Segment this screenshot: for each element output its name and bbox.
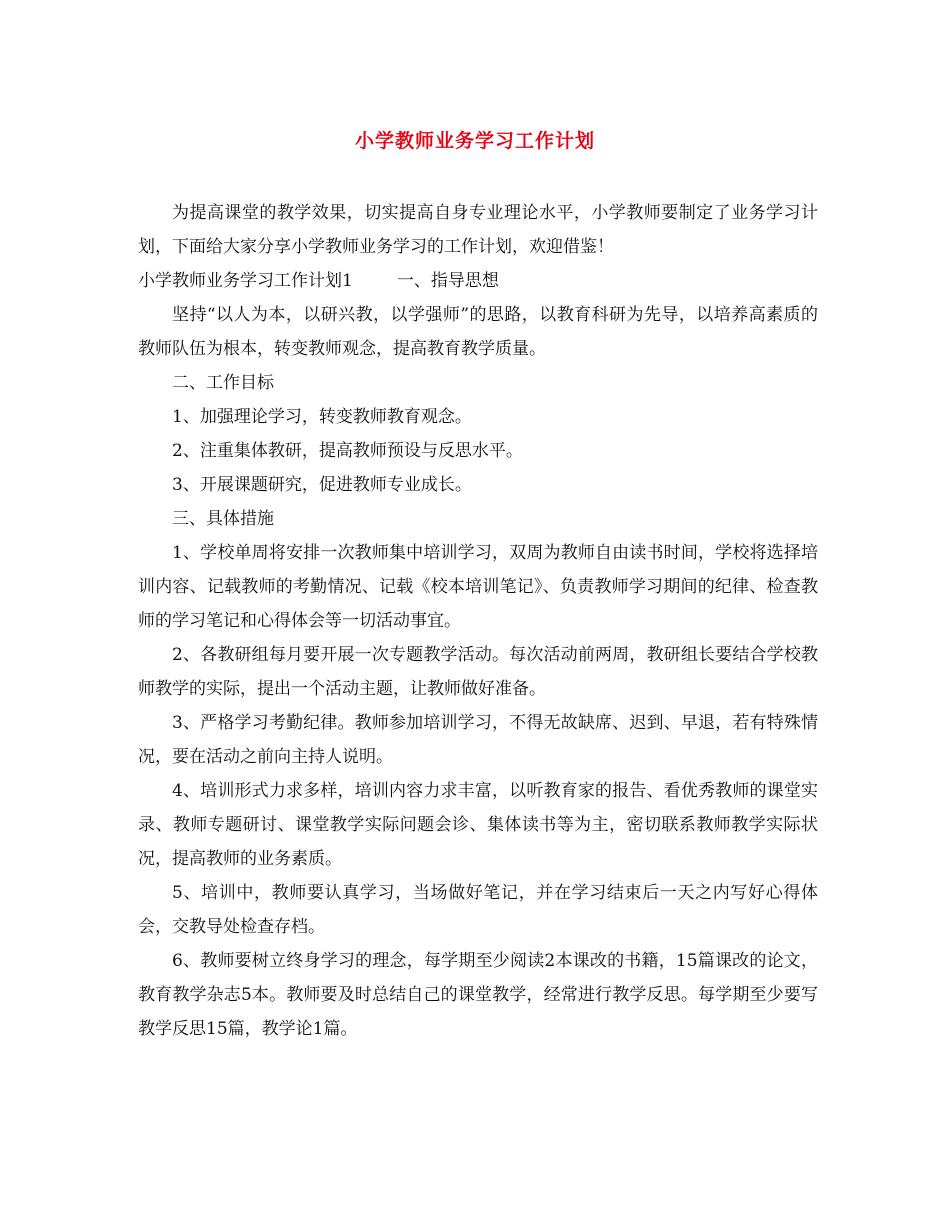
intro-paragraph: 为提高课堂的教学效果，切实提高自身专业理论水平，小学教师要制定了业务学习计划，下面给大家分享小学教师业务学习的工作计划，欢迎借鉴！ <box>138 203 818 257</box>
document-body <box>138 196 818 1046</box>
document-title: 小学教师业务学习工作计划 <box>354 130 595 152</box>
measure-item-1: 1、学校单周将安排一次教师集中培训学习，双周为教师自由读书时间，学校将选择培训内容、记载教师的考勤情况、记载《校本培训笔记》、负责教师学习期间的纪律、检查教师的学习笔记和心得体会等一切活动事宜。 <box>138 543 818 631</box>
goal-item-1: 1、加强理论学习，转变教师教育观念。 <box>172 407 472 427</box>
goal-item-3: 3、开展课题研究，促进教师专业成长。 <box>172 475 472 495</box>
section2-heading: 二、工作目标 <box>172 373 274 393</box>
plan-label-line <box>138 264 818 298</box>
goal-item-2: 2、注重集体教研，提高教师预设与反思水平。 <box>172 441 523 461</box>
section1-paragraph: 坚持“以人为本，以研兴教，以学强师”的思路，以教育科研为先导，以培养高素质的教师队伍为根本，转变教师观念，提高教育教学质量。 <box>138 305 818 359</box>
measure-item-2: 2、各教研组每月要开展一次专题教学活动。每次活动前两周，教研组长要结合学校教师教学的实际，提出一个活动主题，让教师做好准备。 <box>138 645 818 699</box>
measure-item-4: 4、培训形式力求多样，培训内容力求丰富，以听教育家的报告、看优秀教师的课堂实录、教师专题研讨、课堂教学实际问题会诊、集体读书等为主，密切联系教师教学实际状况，提高教师的业务素质。 <box>138 781 818 869</box>
measure-item-3: 3、严格学习考勤纪律。教师参加培训学习，不得无故缺席、迟到、早退，若有特殊情况，要在活动之前向主持人说明。 <box>138 713 818 767</box>
measure-item-6: 6、教师要树立终身学习的理念，每学期至少阅读2本课改的书籍，15篇课改的论文，教育教学杂志5本。教师要及时总结自己的课堂教学，经常进行教学反思。每学期至少要写教学反思15篇，教学论1篇。 <box>138 951 818 1039</box>
measure-item-5: 5、培训中，教师要认真学习，当场做好笔记，并在学习结束后一天之内写好心得体会，交教导处检查存档。 <box>138 883 818 937</box>
section3-heading: 三、具体措施 <box>172 509 274 529</box>
section1-heading: 一、指导思想 <box>396 271 499 291</box>
plan-label: 小学教师业务学习工作计划1 <box>138 271 353 291</box>
